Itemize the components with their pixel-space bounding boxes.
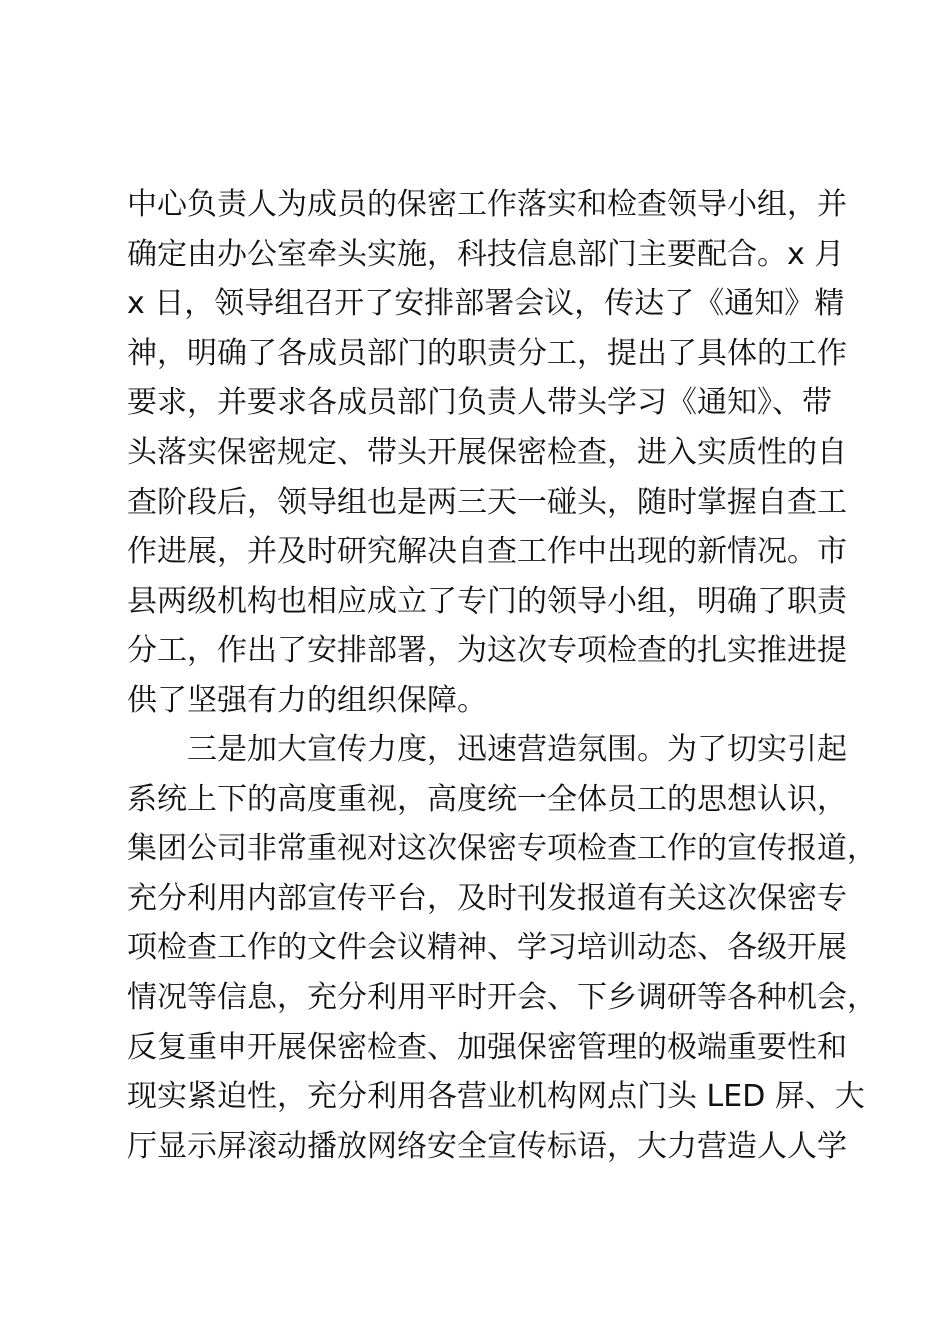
text-line: 情况等信息，充分利用平时开会、下乡调研等各种机会， bbox=[127, 979, 877, 1015]
text-line: 系统上下的高度重视，高度统一全体员工的思想认识， bbox=[127, 781, 847, 817]
text-line: 供了坚强有力的组织保障。 bbox=[127, 682, 487, 718]
text-line: 确定由办公室牵头实施，科技信息部门主要配合。x 月 bbox=[127, 236, 845, 272]
text-line: x 日，领导组召开了安排部署会议，传达了《通知》精 bbox=[127, 286, 845, 322]
text-line: 中心负责人为成员的保密工作落实和检查领导小组，并 bbox=[127, 187, 847, 222]
text-line: 反复重申开展保密检查、加强保密管理的极端重要性和 bbox=[127, 1029, 847, 1065]
paragraph-1 bbox=[127, 180, 867, 726]
text-line: 现实紧迫性，充分利用各营业机构网点门头 LED 屏、大 bbox=[127, 1079, 865, 1115]
text-line: 查阶段后，领导组也是两三天一碰头，随时掌握自查工 bbox=[127, 484, 847, 520]
text-line: 充分利用内部宣传平台，及时刊发报道有关这次保密专 bbox=[127, 880, 847, 916]
text-line: 头落实保密规定、带头开展保密检查，进入实质性的自 bbox=[127, 434, 847, 470]
text-line: 厅显示屏滚动播放网络安全宣传标语，大力营造人人学 bbox=[127, 1128, 847, 1164]
paragraph-2 bbox=[127, 725, 877, 1171]
text-line: 集团公司非常重视对这次保密专项检查工作的宣传报道， bbox=[127, 831, 877, 867]
text-line: 项检查工作的文件会议精神、学习培训动态、各级开展 bbox=[127, 930, 847, 966]
text-line: 作进展，并及时研究解决自查工作中出现的新情况。市 bbox=[127, 534, 847, 570]
text-line: 县两级机构也相应成立了专门的领导小组，明确了职责 bbox=[127, 583, 847, 619]
text-line: 分工，作出了安排部署，为这次专项检查的扎实推进提 bbox=[127, 633, 847, 669]
text-line: 神，明确了各成员部门的职责分工，提出了具体的工作 bbox=[127, 335, 847, 371]
text-line: 要求，并要求各成员部门负责人带头学习《通知》、带 bbox=[127, 385, 832, 421]
text-line: 三是加大宣传力度，迅速营造氛围。为了切实引起 bbox=[187, 732, 847, 767]
